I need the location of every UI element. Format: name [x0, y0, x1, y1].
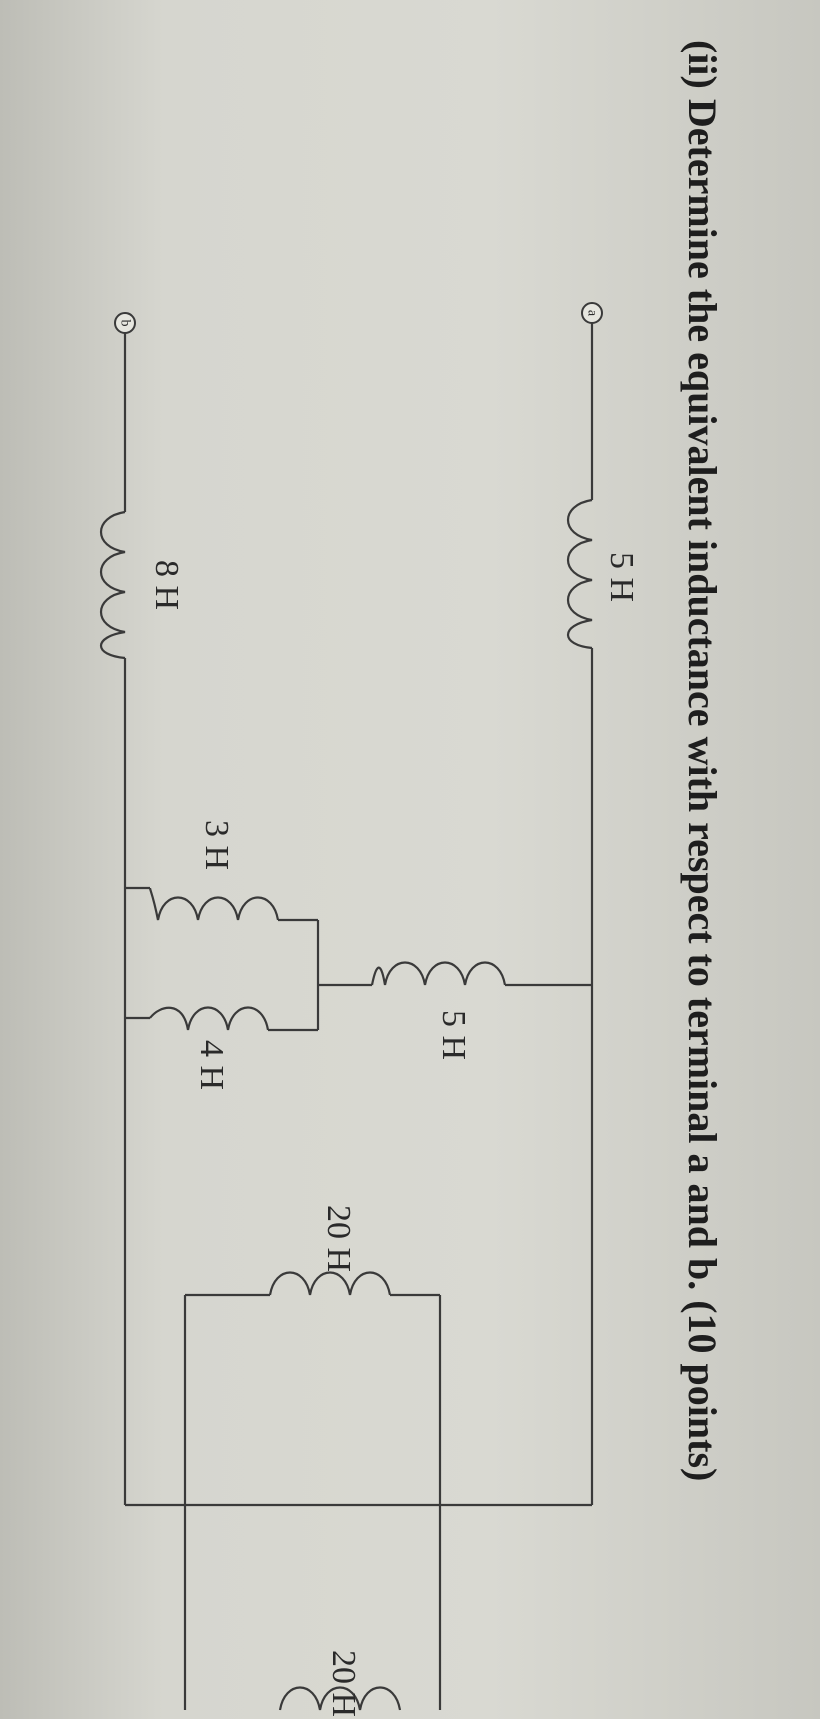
coil-l6 [270, 1273, 390, 1296]
terminal-b-letter: b [117, 319, 133, 327]
wires [125, 323, 592, 1710]
terminal-a-letter: a [584, 309, 600, 317]
inductor-coils [101, 500, 592, 1710]
coil-l2 [101, 512, 125, 658]
coil-l5 [150, 1008, 268, 1031]
inductor-label-l6: 20 H [320, 1205, 357, 1273]
inductor-label-l4: 3 H [198, 820, 235, 871]
coil-l3 [372, 963, 505, 986]
terminal-nodes [115, 303, 602, 333]
inductor-label-l5: 4 H [193, 1040, 230, 1091]
inductor-label-l7: 20 H [325, 1650, 362, 1718]
coil-l4 [150, 888, 278, 920]
inductor-label-l2: 8 H [148, 560, 185, 611]
question-text: (ii) Determine the equivalent inductance with respect to terminal a and b. (10 points) [680, 40, 725, 1482]
inductor-label-l3: 5 H [435, 1010, 472, 1061]
coil-l1 [568, 500, 592, 648]
inductor-label-l1: 5 H [603, 552, 640, 603]
